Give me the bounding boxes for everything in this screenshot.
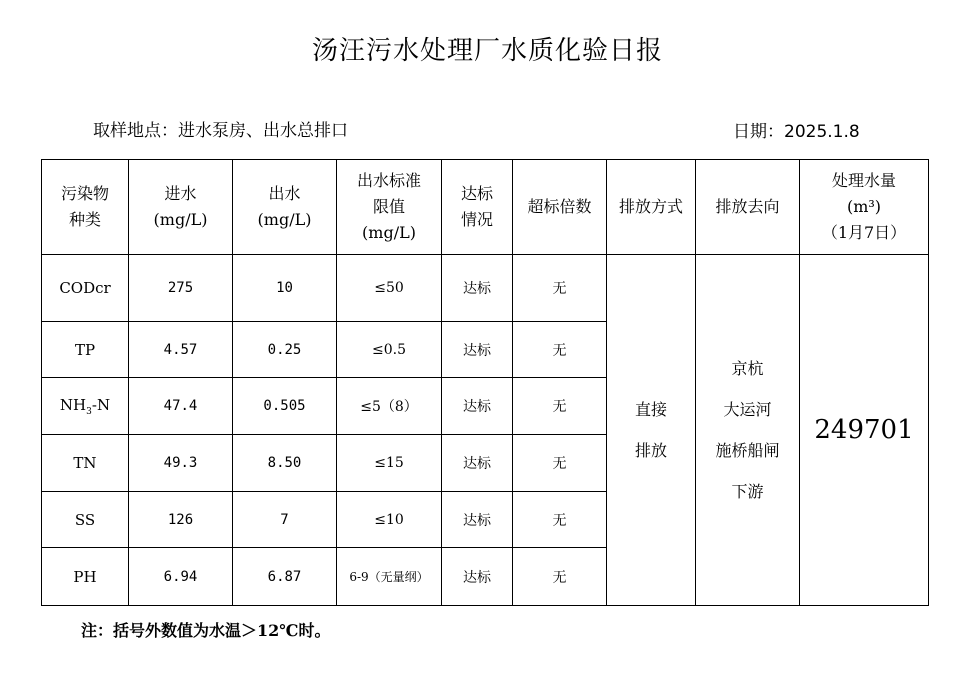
- inflow-value: 47.4: [129, 378, 233, 435]
- discharge-dest-line4: 下游: [731, 482, 764, 501]
- exceed-value: 无: [513, 548, 607, 606]
- table-row: [42, 255, 929, 322]
- pollutant-name: SS: [42, 492, 129, 548]
- header-status: [442, 160, 513, 255]
- standard-value: 6-9（无量纲）: [337, 548, 442, 606]
- standard-value: ≤0.5: [337, 322, 442, 378]
- exceed-value: 无: [513, 435, 607, 492]
- outflow-value: 0.25: [233, 322, 337, 378]
- status-value: 达标: [442, 255, 513, 322]
- discharge-dest-line3: 施桥船闸: [715, 441, 780, 460]
- header-outflow-line1: 出水: [268, 184, 301, 203]
- header-inflow-line2: (mg/L): [153, 210, 208, 229]
- report-date: 日期：2025.1.8: [733, 122, 860, 142]
- header-discharge-method: 排放方式: [607, 160, 696, 255]
- discharge-destination: [696, 255, 800, 606]
- header-discharge-dest: 排放去向: [696, 160, 800, 255]
- outflow-value: 6.87: [233, 548, 337, 606]
- pollutant-name-main: NH: [59, 395, 87, 414]
- status-value: 达标: [442, 492, 513, 548]
- pollutant-name: CODcr: [42, 255, 129, 322]
- header-inflow-line1: 进水: [164, 184, 197, 203]
- footnote: 注：括号外数值为水温＞12℃时。: [81, 621, 331, 640]
- discharge-method-line2: 排放: [634, 441, 667, 460]
- header-outflow: [233, 160, 337, 255]
- inflow-value: 6.94: [129, 548, 233, 606]
- header-volume-line1: 处理水量: [831, 171, 896, 190]
- inflow-value: 275: [129, 255, 233, 322]
- status-value: 达标: [442, 378, 513, 435]
- exceed-value: 无: [513, 492, 607, 548]
- header-status-line2: 情况: [460, 210, 493, 229]
- inflow-value: 126: [129, 492, 233, 548]
- exceed-value: 无: [513, 255, 607, 322]
- standard-value: ≤10: [337, 492, 442, 548]
- standard-value: ≤15: [337, 435, 442, 492]
- header-exceed: 超标倍数: [513, 160, 607, 255]
- standard-value: ≤5（8）: [337, 378, 442, 435]
- header-status-line1: 达标: [460, 184, 493, 203]
- sample-location: 取样地点：进水泵房、出水总排口: [93, 121, 348, 141]
- exceed-value: 无: [513, 378, 607, 435]
- pollutant-name: [42, 378, 129, 435]
- discharge-dest-line1: 京杭: [731, 359, 764, 378]
- header-volume: [800, 160, 929, 255]
- header-volume-line3: （1月7日）: [821, 223, 907, 242]
- water-quality-table: [41, 159, 929, 606]
- pollutant-name: PH: [42, 548, 129, 606]
- status-value: 达标: [442, 435, 513, 492]
- outflow-value: 8.50: [233, 435, 337, 492]
- header-row: [42, 160, 929, 255]
- header-standard-line1: 出水标准: [356, 171, 421, 190]
- status-value: 达标: [442, 548, 513, 606]
- inflow-value: 49.3: [129, 435, 233, 492]
- pollutant-name-subscript: 3: [86, 406, 92, 417]
- pollutant-name: TP: [42, 322, 129, 378]
- header-outflow-line2: (mg/L): [257, 210, 312, 229]
- header-inflow: [129, 160, 233, 255]
- inflow-value: 4.57: [129, 322, 233, 378]
- header-standard-line2: 限值: [372, 197, 405, 216]
- header-pollutant-line1: 污染物: [60, 184, 109, 203]
- header-standard-line3: (mg/L): [362, 223, 416, 242]
- discharge-dest-line2: 大运河: [723, 400, 772, 419]
- exceed-value: 无: [513, 322, 607, 378]
- status-value: 达标: [442, 322, 513, 378]
- outflow-value: 0.505: [233, 378, 337, 435]
- discharge-method-line1: 直接: [634, 400, 667, 419]
- pollutant-name-tail: -N: [91, 395, 111, 414]
- treated-volume: 249701: [800, 255, 929, 606]
- header-volume-line2: (m³): [846, 197, 882, 216]
- report-title: 汤汪污水处理厂水质化验日报: [311, 36, 663, 66]
- header-standard: [337, 160, 442, 255]
- standard-value: ≤50: [337, 255, 442, 322]
- outflow-value: 10: [233, 255, 337, 322]
- header-pollutant: [42, 160, 129, 255]
- outflow-value: 7: [233, 492, 337, 548]
- header-pollutant-line2: 种类: [68, 210, 101, 229]
- discharge-method: [607, 255, 696, 606]
- pollutant-name: TN: [42, 435, 129, 492]
